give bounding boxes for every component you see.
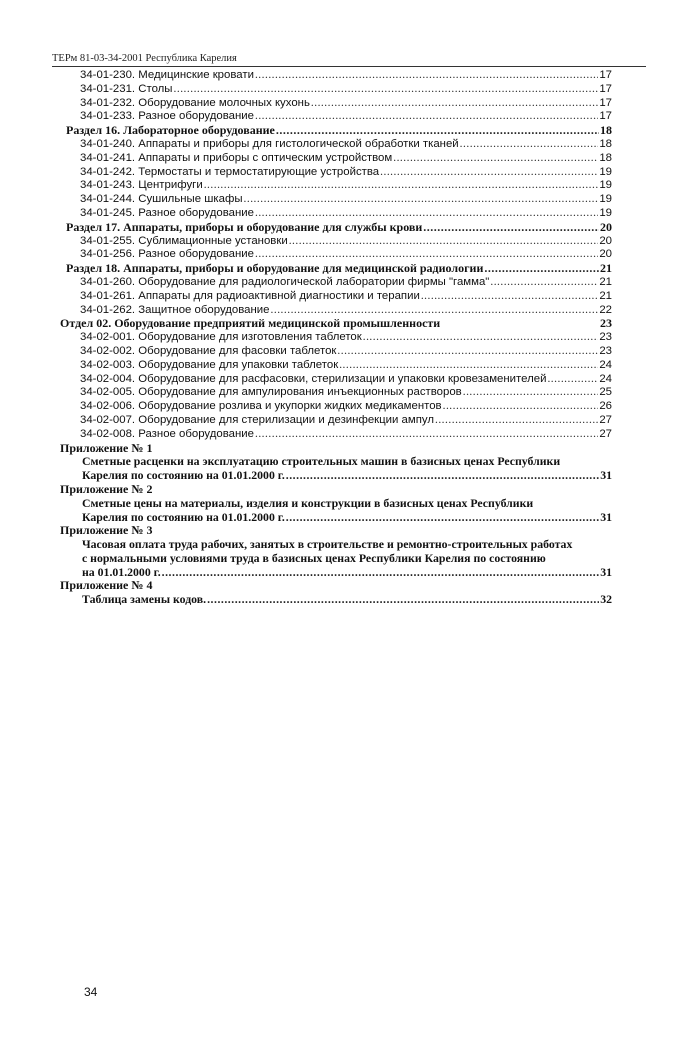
dot-leader — [255, 110, 598, 124]
appendix-4-heading: Приложение № 4 — [60, 578, 153, 593]
toc-section-16[interactable] — [52, 124, 612, 138]
toc-entry[interactable] — [52, 331, 612, 345]
toc-entry[interactable] — [52, 428, 612, 442]
toc-entry-label: 34-02-007. Оборудование для стерилизации и дезинфекции ампул — [80, 413, 434, 426]
toc-entry[interactable] — [52, 193, 612, 207]
toc-entry-page: 23 — [599, 331, 612, 344]
toc-section-18[interactable] — [52, 262, 612, 276]
toc-entry-label: 34-01-256. Разное оборудование — [80, 248, 254, 261]
appendix-3-entry[interactable] — [52, 566, 612, 580]
toc-entry-label: 34-01-232. Оборудование молочных кухонь — [80, 96, 310, 109]
dot-leader — [339, 359, 598, 373]
toc-entry-page: 26 — [599, 400, 612, 413]
dot-leader — [460, 138, 599, 152]
toc-entry-label: 34-02-003. Оборудование для упаковки таблеток — [80, 358, 339, 371]
dot-leader — [547, 373, 598, 387]
dot-leader — [286, 511, 599, 525]
appendix-3-heading: Приложение № 3 — [60, 523, 153, 538]
toc-entry-page: 17 — [599, 69, 612, 81]
appendix-entry-label: Таблица замены кодов. — [82, 592, 207, 607]
toc-entry-label: 34-02-006. Оборудование розлива и укупорки жидких медикаментов — [80, 400, 442, 413]
appendix-3-title-line: с нормальными условиями труда в базисных ценах Республики Карелия по состоянию — [82, 550, 546, 565]
toc-entry-label: 34-01-260. Оборудование для радиологической лаборатории фирмы "гамма" — [80, 275, 490, 288]
toc-entry[interactable] — [52, 414, 612, 428]
toc-entry-label: 34-01-262. Защитное оборудование — [80, 303, 270, 316]
appendix-2-title-line: Сметные цены на материалы, изделия и конструкции в базисных ценах Республики — [82, 495, 534, 510]
appendix-entry-page: 32 — [600, 592, 612, 607]
toc-entry-page: 17 — [599, 96, 612, 109]
toc-entry[interactable] — [52, 69, 612, 83]
dot-leader — [443, 400, 599, 414]
dot-leader — [255, 69, 598, 83]
toc-entry-label: 34-01-240. Аппараты и приборы для гистологической обработки тканей — [80, 137, 459, 150]
toc-entry-label: 34-02-008. Разное оборудование — [80, 427, 254, 440]
toc-entry[interactable] — [52, 179, 612, 193]
dot-leader — [204, 179, 599, 193]
toc-entry[interactable] — [52, 207, 612, 221]
toc-entry-page: 24 — [599, 372, 612, 385]
toc-entry-label: 34-02-001. Оборудование для изготовления таблеток — [80, 331, 362, 344]
appendix-1-heading: Приложение № 1 — [60, 440, 153, 455]
dot-leader — [484, 262, 599, 276]
toc-entry-label: 34-01-242. Термостаты и термостатирующие устройства — [80, 165, 380, 178]
toc-entry-page: 18 — [599, 137, 612, 150]
toc-entry-page: 20 — [599, 248, 612, 261]
dot-leader — [490, 276, 598, 290]
dot-leader — [435, 414, 598, 428]
toc-entry-label: 34-01-261. Аппараты для радиоактивной диагностики и терапии — [80, 289, 420, 302]
page-number: 34 — [84, 985, 98, 999]
dot-leader — [244, 193, 599, 207]
dot-leader — [423, 221, 599, 235]
toc-entry-label: 34-01-241. Аппараты и приборы с оптическим устройством — [80, 151, 393, 164]
dot-leader — [286, 469, 599, 483]
toc-entry-page: 25 — [599, 386, 612, 399]
toc-entry-page: 21 — [599, 289, 612, 302]
toc-section-17[interactable] — [52, 221, 612, 235]
dot-leader — [255, 207, 598, 221]
toc-entry[interactable] — [52, 83, 612, 97]
toc-entry-label: 34-01-255. Сублимационные установки — [80, 234, 288, 247]
appendix-entry-label: на 01.01.2000 г. — [82, 564, 161, 579]
toc-entry[interactable] — [52, 304, 612, 318]
appendix-entry-page: 31 — [600, 509, 612, 524]
dot-leader — [174, 83, 599, 97]
dot-leader — [271, 304, 599, 318]
table-of-contents — [52, 69, 612, 607]
toc-entry[interactable] — [52, 276, 612, 290]
toc-entry[interactable] — [52, 138, 612, 152]
appendix-entry-page: 31 — [600, 564, 612, 579]
appendix-1-title-line: Сметные расценки на эксплуатацию строительных машин в базисных ценах Республики — [82, 454, 561, 469]
toc-entry-label: 34-02-004. Оборудование для расфасовки, стерилизации и упаковки кровезаменителей — [80, 372, 547, 385]
dot-leader — [337, 345, 598, 359]
toc-entry[interactable] — [52, 235, 612, 249]
dot-leader — [393, 152, 598, 166]
dot-leader — [207, 593, 599, 607]
appendix-2-entry[interactable] — [52, 511, 612, 525]
toc-department-page: 23 — [600, 316, 612, 331]
toc-entry-page: 19 — [599, 165, 612, 178]
toc-entry-label: 34-02-005. Оборудование для ампулирования инъекционных растворов — [80, 386, 462, 399]
dot-leader — [255, 248, 598, 262]
toc-entry-page: 17 — [599, 82, 612, 95]
toc-entry[interactable] — [52, 359, 612, 373]
appendix-2-heading: Приложение № 2 — [60, 481, 153, 496]
toc-department-label: Отдел 02. Оборудование предприятий медицинской промышленности — [60, 316, 441, 331]
toc-section-label: Раздел 17. Аппараты, приборы и оборудование для службы крови — [66, 219, 423, 234]
toc-entry[interactable] — [52, 248, 612, 262]
toc-entry-label: 34-01-230. Медицинские кровати — [80, 69, 254, 81]
dot-leader — [276, 124, 599, 138]
toc-entry[interactable] — [52, 166, 612, 180]
toc-entry-page: 19 — [599, 179, 612, 192]
dot-leader — [255, 428, 598, 442]
dot-leader — [311, 97, 598, 111]
toc-entry-page: 27 — [599, 413, 612, 426]
dot-leader — [380, 166, 598, 180]
appendix-entry-label: Карелия по состоянию на 01.01.2000 г. — [82, 468, 285, 483]
toc-entry-page: 17 — [599, 110, 612, 123]
appendix-entry-page: 31 — [600, 468, 612, 483]
toc-entry[interactable] — [52, 97, 612, 111]
toc-entry-label: 34-01-233. Разное оборудование — [80, 110, 254, 123]
toc-department-02[interactable] — [52, 317, 612, 331]
dot-leader — [463, 386, 599, 400]
toc-entry[interactable] — [52, 152, 612, 166]
toc-section-page: 21 — [600, 261, 612, 276]
toc-entry-page: 27 — [599, 427, 612, 440]
toc-entry-label: 34-01-231. Столы — [80, 82, 173, 95]
running-header: ТЕРм 81-03-34-2001 Республика Карелия — [52, 53, 646, 67]
dot-leader — [421, 290, 599, 304]
toc-entry-page: 23 — [599, 344, 612, 357]
toc-entry[interactable] — [52, 110, 612, 124]
toc-entry[interactable] — [52, 400, 612, 414]
toc-entry-page: 20 — [599, 234, 612, 247]
appendix-4-entry[interactable] — [52, 593, 612, 607]
dot-leader — [363, 331, 599, 345]
toc-section-page: 18 — [600, 123, 612, 138]
toc-entry-label: 34-01-244. Сушильные шкафы — [80, 193, 243, 206]
toc-entry-page: 19 — [599, 206, 612, 219]
toc-section-page: 20 — [600, 219, 612, 234]
toc-entry-label: 34-01-243. Центрифуги — [80, 179, 203, 192]
toc-entry-page: 21 — [599, 275, 612, 288]
dot-leader — [162, 566, 600, 580]
toc-entry-page: 18 — [599, 151, 612, 164]
toc-entry[interactable] — [52, 290, 612, 304]
toc-entry-page: 24 — [599, 358, 612, 371]
appendix-entry-label: Карелия по состоянию на 01.01.2000 г. — [82, 509, 285, 524]
toc-section-label: Раздел 18. Аппараты, приборы и оборудование для медицинской радиологии — [66, 261, 484, 276]
toc-entry[interactable] — [52, 373, 612, 387]
toc-entry-page: 19 — [599, 193, 612, 206]
toc-entry-label: 34-02-002. Оборудование для фасовки таблеток — [80, 344, 337, 357]
toc-entry[interactable] — [52, 345, 612, 359]
toc-entry-label: 34-01-245. Разное оборудование — [80, 206, 254, 219]
dot-leader — [289, 235, 599, 249]
appendix-1-entry[interactable] — [52, 469, 612, 483]
toc-entry[interactable] — [52, 386, 612, 400]
appendix-3-title-line: Часовая оплата труда рабочих, занятых в строительстве и ремонтно-строительных работах — [82, 537, 573, 552]
toc-section-label: Раздел 16. Лабораторное оборудование — [66, 123, 275, 138]
toc-entry-page: 22 — [599, 303, 612, 316]
